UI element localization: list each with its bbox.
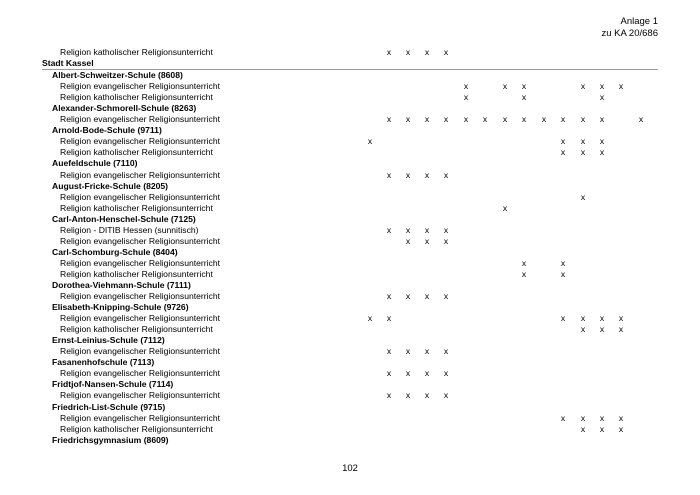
- x-mark: x: [386, 224, 392, 235]
- x-mark: x: [599, 81, 605, 92]
- x-mark: x: [580, 136, 586, 147]
- school-name: Fridtjof-Nansen-Schule (7114): [52, 379, 174, 390]
- x-mark: x: [560, 114, 566, 125]
- subject-row: [42, 258, 658, 269]
- subject-name: Religion katholischer Religionsunterricht: [60, 47, 213, 57]
- subject-row: [42, 225, 658, 236]
- subject-name: Religion evangelischer Religionsunterricht: [60, 169, 221, 180]
- x-mark: x: [367, 136, 373, 147]
- subject-row: [42, 313, 658, 324]
- x-mark: x: [424, 235, 430, 246]
- subject-row: [42, 324, 658, 335]
- x-mark: x: [463, 114, 469, 125]
- school-name: Carl-Anton-Henschel-Schule (7125): [52, 213, 196, 224]
- subject-row: [42, 136, 658, 147]
- x-mark: x: [424, 291, 430, 302]
- subject-row: [42, 81, 658, 92]
- school-row: [42, 335, 658, 346]
- x-mark: x: [405, 346, 411, 357]
- subject-row: [42, 368, 658, 379]
- x-mark: x: [560, 412, 566, 423]
- annex-label: Anlage 1: [620, 16, 658, 27]
- x-mark: x: [424, 368, 430, 379]
- subject-name: Religion evangelischer Religionsunterricht: [60, 390, 221, 401]
- x-mark: x: [463, 92, 469, 103]
- x-mark: x: [560, 268, 566, 279]
- x-mark: x: [580, 423, 586, 434]
- subject-name: Religion evangelischer Religionsunterricht: [60, 235, 221, 246]
- x-mark: x: [405, 224, 411, 235]
- x-mark: x: [386, 169, 392, 180]
- school-name: Alexander-Schmorell-Schule (8263): [52, 103, 197, 114]
- x-mark: x: [580, 81, 586, 92]
- x-mark: x: [424, 390, 430, 401]
- x-mark: x: [424, 47, 430, 57]
- x-mark: x: [443, 390, 449, 401]
- x-mark: x: [424, 224, 430, 235]
- x-mark: x: [580, 114, 586, 125]
- x-mark: x: [386, 368, 392, 379]
- x-mark: x: [405, 47, 411, 57]
- school-row: [42, 357, 658, 368]
- x-mark: x: [560, 313, 566, 324]
- subject-row: [42, 47, 658, 58]
- x-mark: x: [521, 92, 527, 103]
- subject-row: [42, 236, 658, 247]
- school-name: August-Fricke-Schule (8205): [52, 180, 169, 191]
- subject-name: Religion evangelischer Religionsunterricht: [60, 368, 221, 379]
- x-mark: x: [443, 368, 449, 379]
- annex-reference: zu KA 20/686: [601, 27, 658, 39]
- school-row: [42, 402, 658, 413]
- x-mark: x: [405, 114, 411, 125]
- subject-row: [42, 92, 658, 103]
- school-row: [42, 247, 658, 258]
- subject-row: [42, 291, 658, 302]
- school-row: [42, 302, 658, 313]
- subject-name: Religion - DITIB Hessen (sunnitisch): [60, 224, 199, 235]
- x-mark: x: [560, 147, 566, 158]
- x-mark: x: [386, 114, 392, 125]
- school-row: [42, 280, 658, 291]
- subject-name: Religion evangelischer Religionsunterricht: [60, 257, 221, 268]
- x-mark: x: [443, 346, 449, 357]
- x-mark: x: [521, 268, 527, 279]
- x-mark: x: [618, 313, 624, 324]
- x-mark: x: [599, 114, 605, 125]
- subject-name: Religion katholischer Religionsunterricht: [60, 147, 213, 158]
- subject-row: [42, 203, 658, 214]
- x-mark: x: [443, 169, 449, 180]
- subject-name: Religion evangelischer Religionsunterricht: [60, 291, 221, 302]
- subject-name: Religion evangelischer Religionsunterricht: [60, 313, 221, 324]
- x-mark: x: [405, 368, 411, 379]
- subject-row: [42, 147, 658, 158]
- x-mark: x: [386, 346, 392, 357]
- x-mark: x: [599, 136, 605, 147]
- school-name: Arnold-Bode-Schule (9711): [52, 125, 162, 136]
- subject-row: [42, 390, 658, 401]
- city-row: [42, 58, 658, 70]
- x-mark: x: [386, 390, 392, 401]
- school-name: Auefeldschule (7110): [52, 158, 138, 169]
- x-mark: x: [638, 114, 644, 125]
- x-mark: x: [443, 224, 449, 235]
- x-mark: x: [580, 191, 586, 202]
- subject-name: Religion evangelischer Religionsunterricht: [60, 191, 221, 202]
- x-mark: x: [560, 257, 566, 268]
- school-name: Friedrichsgymnasium (8609): [52, 434, 169, 445]
- subject-row: [42, 192, 658, 203]
- subject-name: Religion katholischer Religionsunterricht: [60, 202, 213, 213]
- x-mark: x: [618, 324, 624, 335]
- x-mark: x: [424, 169, 430, 180]
- school-row: [42, 214, 658, 225]
- x-mark: x: [502, 202, 508, 213]
- x-mark: x: [443, 47, 449, 57]
- x-mark: x: [424, 114, 430, 125]
- subject-row: [42, 413, 658, 424]
- x-mark: x: [541, 114, 547, 125]
- x-mark: x: [443, 291, 449, 302]
- x-mark: x: [386, 291, 392, 302]
- subject-row: [42, 346, 658, 357]
- x-mark: x: [521, 257, 527, 268]
- x-mark: x: [560, 136, 566, 147]
- x-mark: x: [618, 423, 624, 434]
- subject-name: Religion evangelischer Religionsunterricht: [60, 136, 221, 147]
- x-mark: x: [599, 423, 605, 434]
- x-mark: x: [443, 114, 449, 125]
- school-name: Fasanenhofschule (7113): [52, 357, 155, 368]
- x-mark: x: [599, 92, 605, 103]
- x-mark: x: [580, 147, 586, 158]
- subject-name: Religion evangelischer Religionsunterricht: [60, 81, 221, 92]
- x-mark: x: [482, 114, 488, 125]
- x-mark: x: [580, 324, 586, 335]
- subject-row: [42, 170, 658, 181]
- subject-row: [42, 114, 658, 125]
- x-mark: x: [405, 291, 411, 302]
- subject-name: Religion katholischer Religionsunterricht: [60, 92, 213, 103]
- subject-name: Religion evangelischer Religionsunterricht: [60, 346, 221, 357]
- x-mark: x: [424, 346, 430, 357]
- x-mark: x: [443, 235, 449, 246]
- x-mark: x: [599, 412, 605, 423]
- x-mark: x: [521, 81, 527, 92]
- subject-row: [42, 424, 658, 435]
- x-mark: x: [599, 147, 605, 158]
- school-name: Dorothea-Viehmann-Schule (7111): [52, 279, 191, 290]
- x-mark: x: [405, 390, 411, 401]
- school-row: [42, 379, 658, 390]
- school-name: Carl-Schomburg-Schule (8404): [52, 246, 178, 257]
- x-mark: x: [580, 412, 586, 423]
- school-name: Elisabeth-Knipping-Schule (9726): [52, 302, 189, 313]
- x-mark: x: [367, 313, 373, 324]
- x-mark: x: [521, 114, 527, 125]
- school-name: Ernst-Leinius-Schule (7112): [52, 335, 165, 346]
- school-name: Albert-Schweitzer-Schule (8608): [52, 70, 183, 81]
- x-mark: x: [405, 169, 411, 180]
- x-mark: x: [580, 313, 586, 324]
- x-mark: x: [386, 47, 392, 57]
- subject-name: Religion evangelischer Religionsunterricht: [60, 114, 221, 125]
- x-mark: x: [502, 81, 508, 92]
- subject-name: Religion evangelischer Religionsunterricht: [60, 412, 221, 423]
- x-mark: x: [405, 235, 411, 246]
- x-mark: x: [386, 313, 392, 324]
- x-mark: x: [599, 324, 605, 335]
- subject-row: [42, 269, 658, 280]
- school-row: [42, 70, 658, 81]
- school-row: [42, 181, 658, 192]
- school-row: [42, 158, 658, 169]
- school-religion-table: [42, 47, 658, 446]
- page-number: 102: [342, 463, 358, 474]
- subject-name: Religion katholischer Religionsunterricht: [60, 423, 213, 434]
- x-mark: x: [599, 313, 605, 324]
- annex-header: [601, 16, 658, 39]
- x-mark: x: [618, 412, 624, 423]
- city-name: Stadt Kassel: [42, 58, 94, 69]
- school-row: [42, 125, 658, 136]
- subject-name: Religion katholischer Religionsunterricht: [60, 324, 213, 335]
- school-row: [42, 103, 658, 114]
- school-name: Friedrich-List-Schule (9715): [52, 401, 166, 412]
- subject-name: Religion katholischer Religionsunterricht: [60, 268, 213, 279]
- x-mark: x: [463, 81, 469, 92]
- x-mark: x: [502, 114, 508, 125]
- x-mark: x: [618, 81, 624, 92]
- school-row: [42, 435, 658, 446]
